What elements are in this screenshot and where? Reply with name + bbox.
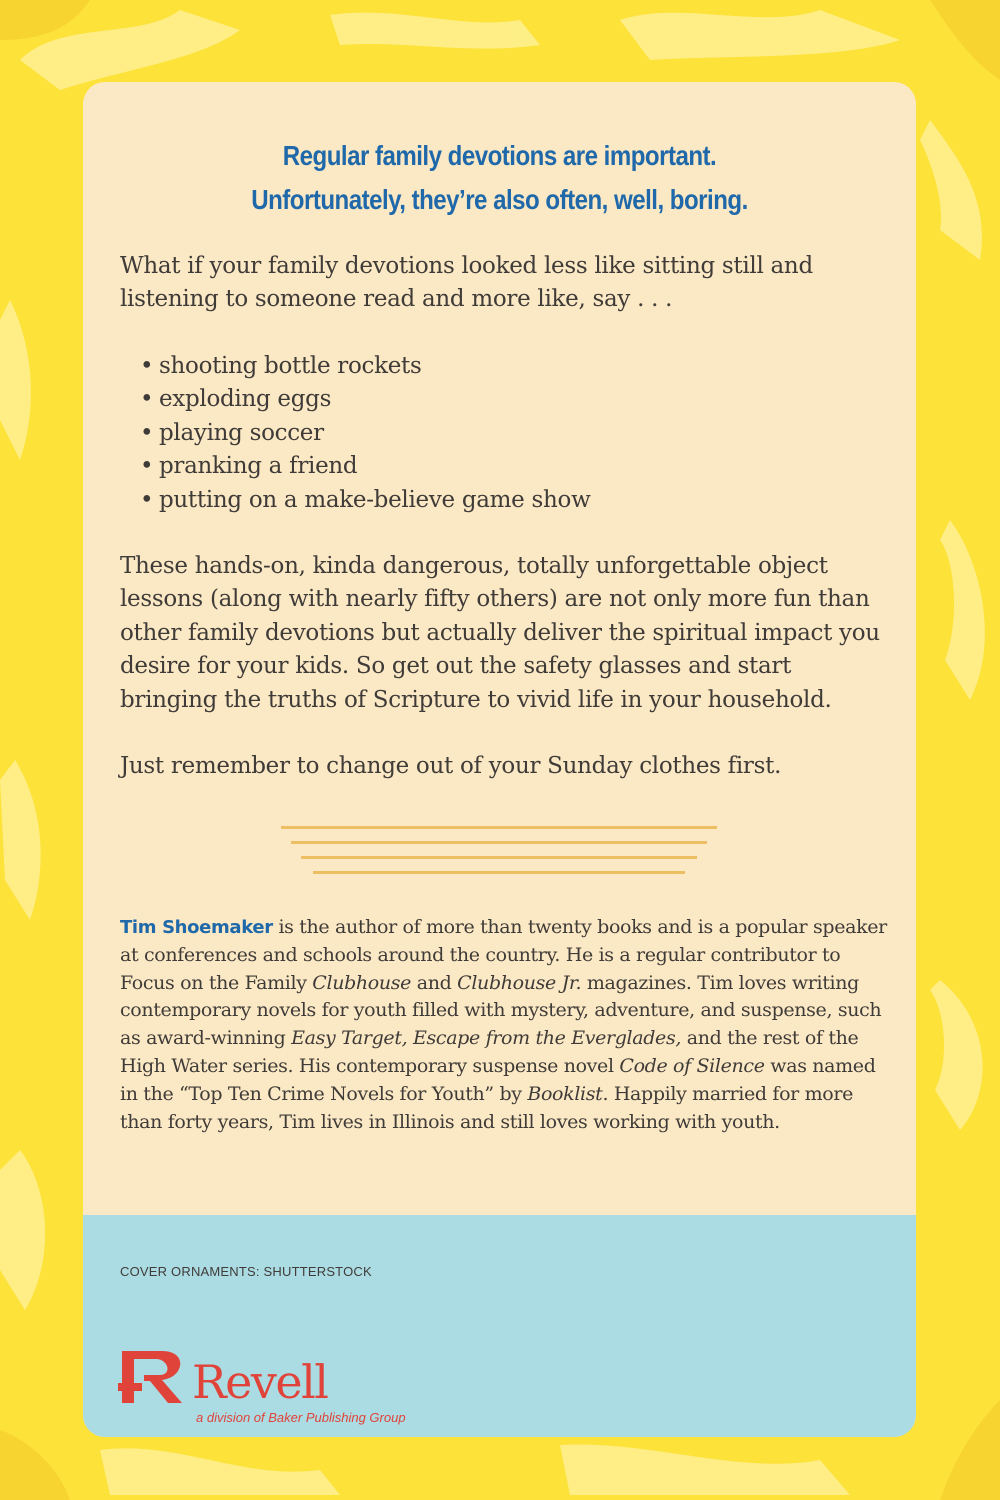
headline-line-1: Regular family devotions are important. <box>282 140 717 171</box>
revell-r-icon <box>118 1347 188 1407</box>
list-item: • putting on a make-believe game show <box>140 484 590 517</box>
headline-line-2: Unfortunately, they’re also often, well, boring. <box>251 184 748 215</box>
publisher-footer <box>83 1215 916 1437</box>
publisher-tagline: a division of Baker Publishing Group <box>196 1410 406 1425</box>
book-title: Easy Target, Escape from the Everglades, <box>291 1027 682 1050</box>
rule-line <box>301 856 697 859</box>
bullet-icon: • <box>140 353 154 379</box>
content-panel <box>83 82 916 1437</box>
book-title: Code of Silence <box>619 1054 765 1077</box>
rule-line <box>291 841 707 844</box>
list-item: • pranking a friend <box>140 450 590 483</box>
headline <box>141 134 857 222</box>
activity-list <box>140 350 590 517</box>
list-item: • exploding eggs <box>140 383 590 416</box>
publisher-logo <box>118 1343 418 1433</box>
bullet-icon: • <box>140 453 154 480</box>
rule-line <box>281 826 717 829</box>
cover-credit: COVER ORNAMENTS: SHUTTERSTOCK <box>120 1264 372 1279</box>
source-title: Booklist <box>527 1082 603 1105</box>
closing-line: Just remember to change out of your Sunday clothes first. <box>120 753 782 779</box>
magazine-title: Clubhouse <box>312 971 412 994</box>
author-name: Tim Shoemaker <box>120 917 273 938</box>
lessons-paragraph: These hands-on, kinda dangerous, totally unforgettable object lessons (along with nearly fifty others) are not only more fun than other family devotions but actually deliver the spiritual impact you desire for your kids. So get out the safety glasses and start bringing the truths of Scripture to vivid life in your household. <box>120 553 880 713</box>
list-item: • playing soccer <box>140 417 590 450</box>
publisher-name: Revell <box>192 1355 328 1409</box>
list-item: • shooting bottle rockets <box>140 350 590 383</box>
author-bio: Tim Shoemaker is the author of more than twenty books and is a popular speaker at conferences and schools around the country. He is a regular contributor to Focus on the Family Clubhouse and Clubhouse Jr. magazines. Tim loves writing contemporary novels for youth filled with mystery, adventure, and suspense, such as award-winning Easy Target, Escape from the Everglades, and the rest of the High Water series. His contemporary suspense novel Code of Silence was named in the “Top Ten Crime Novels for Youth” by Booklist. Happily married for more than forty years, Tim lives in Illinois and still loves working with youth. <box>120 916 887 1133</box>
bullet-icon: • <box>140 486 154 513</box>
magazine-title: Clubhouse Jr. <box>457 971 582 994</box>
rule-line <box>313 871 685 874</box>
bullet-icon: • <box>140 386 154 413</box>
bullet-icon: • <box>140 419 154 446</box>
intro-paragraph: What if your family devotions looked less like sitting still and listening to someone read and more like, say . . . <box>120 253 813 313</box>
decorative-rules <box>281 826 717 878</box>
